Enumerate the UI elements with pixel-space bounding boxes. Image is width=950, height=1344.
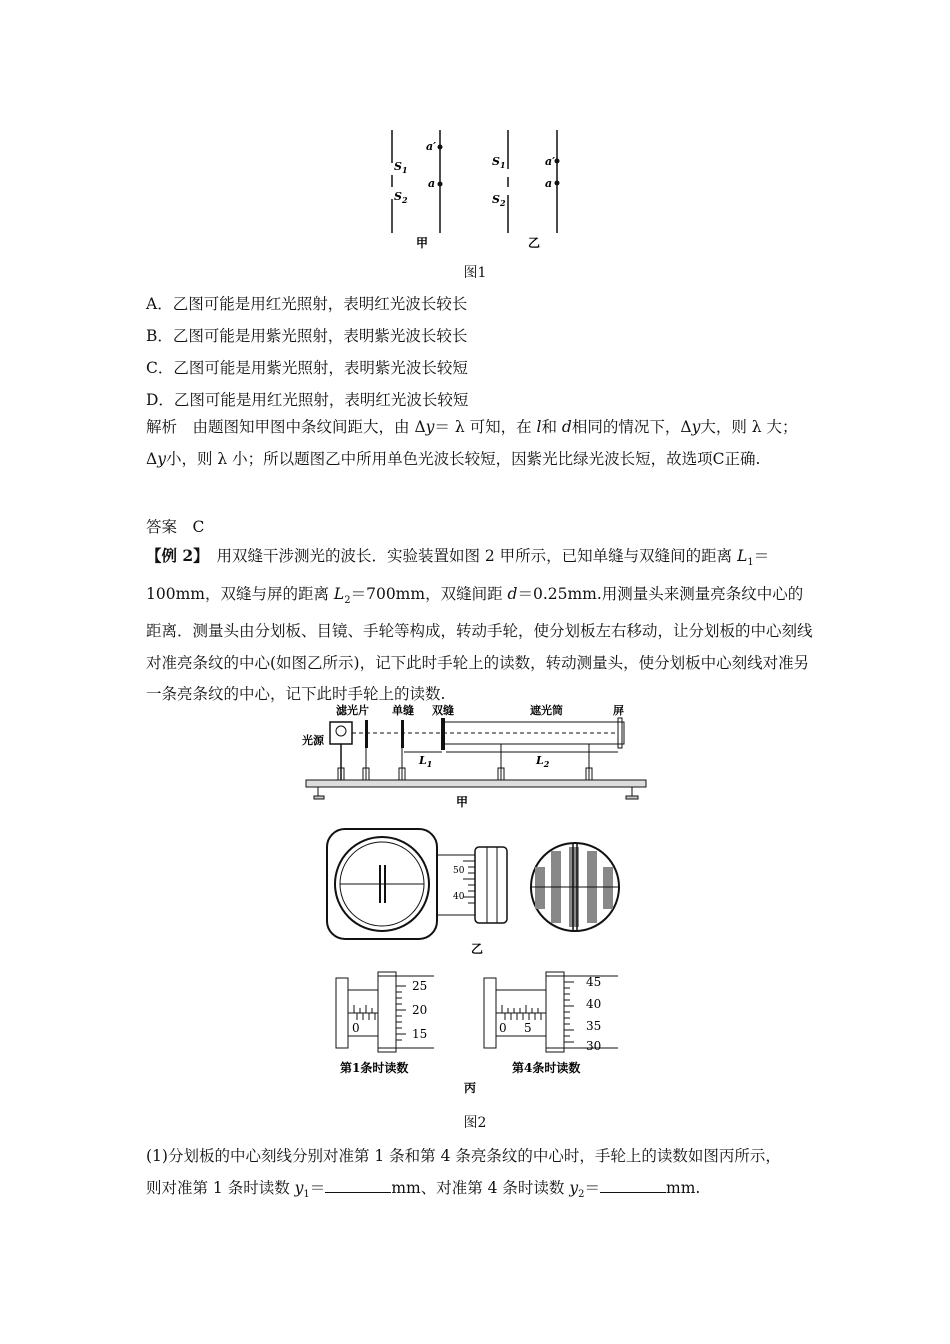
- single-slit-element: [401, 720, 404, 748]
- lamp-icon: [336, 726, 346, 736]
- filter-element: [365, 720, 368, 748]
- figure-2-eyepiece: [325, 827, 625, 957]
- answer-blank-y1[interactable]: [325, 1180, 391, 1193]
- answer-label: 答案: [146, 518, 178, 536]
- svg-text:L1: $L_1$: [419, 754, 433, 769]
- question-1-line-2: 则对准第 1 条时读数 $y_1=$ mm、对准第 4 条时读数 $y_2=$ mm.: [146, 1179, 701, 1201]
- svg-text:a′: a′: [545, 155, 556, 168]
- point-a-yi: [555, 181, 560, 186]
- point-a-jia: [438, 182, 443, 187]
- right-drum-35: 35: [586, 1019, 602, 1033]
- left-drum-25: 25: [412, 979, 428, 993]
- svg-text:S2: $S_2$: [394, 190, 408, 205]
- svg-text:双缝: 双缝: [432, 704, 454, 717]
- answer-value: C: [177, 518, 205, 536]
- drum-label-40: 40: [453, 892, 465, 902]
- svg-text:遮光筒: 遮光筒: [530, 704, 563, 717]
- left-drum-15: 15: [412, 1027, 428, 1041]
- svg-text:a′: a′: [426, 140, 437, 153]
- light-source-box: [330, 722, 352, 744]
- option-a: A．乙图可能是用红光照射，表明红光波长较长: [146, 295, 468, 313]
- option-b: B．乙图可能是用紫光照射，表明紫光波长较长: [146, 327, 468, 345]
- figure-1-slit-diagram: [380, 125, 580, 255]
- right-micrometer-caption: 第4条时读数: [512, 1061, 581, 1075]
- figure-2-label-bing: 丙: [464, 1081, 477, 1095]
- figure-2-micrometers: [334, 968, 624, 1098]
- left-micrometer-caption: 第1条时读数: [340, 1061, 409, 1075]
- example-2-tag: 【例 2】: [146, 546, 201, 565]
- svg-text:S1: $S_1$: [394, 160, 408, 175]
- figure-1-label-yi: 乙: [528, 236, 541, 250]
- figure-1-caption: 图1: [463, 265, 487, 281]
- svg-text:a: a: [428, 177, 436, 190]
- analysis-label: 解析: [146, 418, 178, 436]
- left-sleeve-0: 0: [352, 1021, 360, 1035]
- option-c: C．乙图可能是用紫光照射，表明紫光波长较短: [146, 359, 468, 377]
- svg-text:单缝: 单缝: [392, 704, 414, 717]
- handwheel: [475, 847, 507, 923]
- svg-text:a: a: [545, 177, 553, 190]
- right-drum-45: 45: [586, 975, 602, 989]
- option-d: D．乙图可能是用红光照射，表明红光波长较短: [146, 391, 469, 409]
- svg-text:L2: $L_2$: [536, 754, 550, 769]
- svg-text:S1: $S_1$: [492, 155, 506, 170]
- figure-2-label-jia: 甲: [456, 795, 469, 809]
- right-drum-30: 30: [586, 1039, 602, 1053]
- svg-text:光源: 光源: [302, 734, 324, 747]
- figure-2-apparatus: [296, 700, 656, 810]
- figure-2-caption: 图2: [463, 1115, 487, 1131]
- question-1-line-1: (1)分划板的中心刻线分别对准第 1 条和第 4 条亮条纹的中心时，手轮上的读数如图丙所示，: [146, 1147, 781, 1165]
- point-a-prime-yi: [555, 159, 560, 164]
- drum-label-50: 50: [453, 866, 465, 876]
- analysis-paragraph: 解析 由题图知甲图中条纹间距大，由 Δy＝ λ 可知，在 l和 d相同的情况下，Δy大，则 λ 大；Δy小，则 λ 小；所以题图乙中所用单色光波长较短，因紫光比绿光波长短，故选项C正确.: [146, 418, 798, 468]
- right-drum-40: 40: [586, 997, 602, 1011]
- answer-line: [146, 515, 204, 537]
- example-2-paragraph: 【例 2】 用双缝干涉测光的波长．实验装置如图 2 甲所示，已知单缝与双缝间的距离 $L_1=100mm$，双缝与屏的距离 $L_2=700mm$，双缝间距 d＝0.25mm.用测量头来测量亮条纹中心的距离．测量头由分划板、目镜、手轮等构成，转动手轮，使分划板左右移动，让分划板的中心刻线对准亮条纹的中心(如图乙所示)，记下此时手轮上的读数，转动测量头，使分划板中心刻线对准另一条亮条纹的中心，记下此时手轮上的读数.: [146, 546, 813, 704]
- point-a-prime-jia: [438, 145, 443, 150]
- left-drum-20: 20: [412, 1003, 428, 1017]
- answer-blank-y2[interactable]: [600, 1180, 666, 1193]
- svg-text:S2: $S_2$: [492, 193, 506, 208]
- svg-text:屏: 屏: [613, 704, 624, 717]
- right-sleeve-0: 0: [499, 1021, 507, 1035]
- figure-1-label-jia: 甲: [416, 236, 429, 250]
- svg-text:滤光片: 滤光片: [336, 704, 369, 717]
- figure-2-label-yi: 乙: [471, 942, 484, 956]
- optical-bench: [306, 780, 646, 787]
- right-sleeve-5: 5: [524, 1021, 532, 1035]
